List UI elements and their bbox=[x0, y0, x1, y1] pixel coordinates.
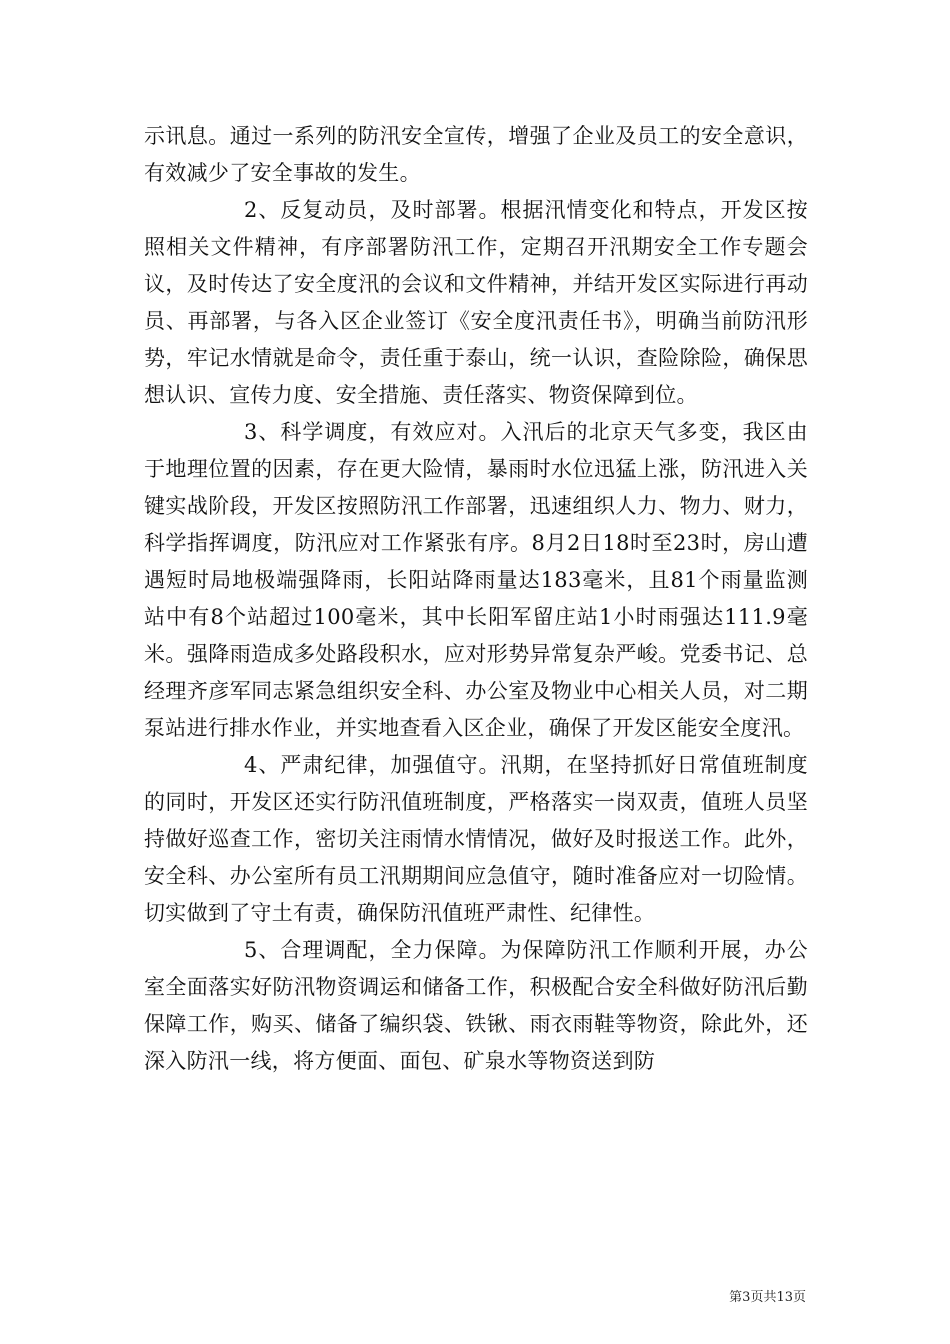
paragraph-mobilization: 2、反复动员，及时部署。根据汛情变化和特点，开发区按照相关文件精神，有序部署防汛工作，定期召开汛期安全工作专题会议，及时传达了安全度汛的会议和文件精神，并结开发区实际进行再动员、再部署，与各入区企业签订《安全度汛责任书》，明确当前防汛形势，牢记水情就是命令，责任重于泰山，统一认识，查险除险，确保思想认识、宣传力度、安全措施、责任落实、物资保障到位。 bbox=[144, 198, 808, 407]
paragraph-allocation: 5、合理调配，全力保障。为保障防汛工作顺利开展，办公室全面落实好防汛物资调运和储备工作，积极配合安全科做好防汛后勤保障工作，购买、储备了编织袋、铁锹、雨衣雨鞋等物资，除此外，还深入防汛一线，将方便面、面包、矿泉水等物资送到防 bbox=[144, 938, 808, 1073]
paragraph-continuation: 示讯息。通过一系列的防汛安全宣传，增强了企业及员工的安全意识，有效减少了安全事故的发生。 bbox=[144, 124, 808, 185]
paragraph-discipline: 4、严肃纪律，加强值守。汛期，在坚持抓好日常值班制度的同时，开发区还实行防汛值班制度，严格落实一岗双责，值班人员坚持做好巡查工作，密切关注雨情水情情况，做好及时报送工作。此外，安全科、办公室所有员工汛期期间应急值守，随时准备应对一切险情。切实做到了守土有责，确保防汛值班严肃性、纪律性。 bbox=[144, 753, 808, 925]
body-text bbox=[144, 118, 808, 1080]
page-number: 第3页共13页 bbox=[729, 1290, 806, 1305]
paragraph-dispatch: 3、科学调度，有效应对。入汛后的北京天气多变，我区由于地理位置的因素，存在更大险情，暴雨时水位迅猛上涨，防汛进入关键实战阶段，开发区按照防汛工作部署，迅速组织人力、物力、财力，科学指挥调度，防汛应对工作紧张有序。8月2日18时至23时，房山遭遇短时局地极端强降雨，长阳站降雨量达183毫米，且81个雨量监测站中有8个站超过100毫米，其中长阳军留庄站1小时雨强达111.9毫米。强降雨造成多处路段积水，应对形势异常复杂严峻。党委书记、总经理齐彦军同志紧急组织安全科、办公室及物业中心相关人员，对二期泵站进行排水作业，并实地查看入区企业，确保了开发区能安全度汛。 bbox=[144, 420, 808, 740]
